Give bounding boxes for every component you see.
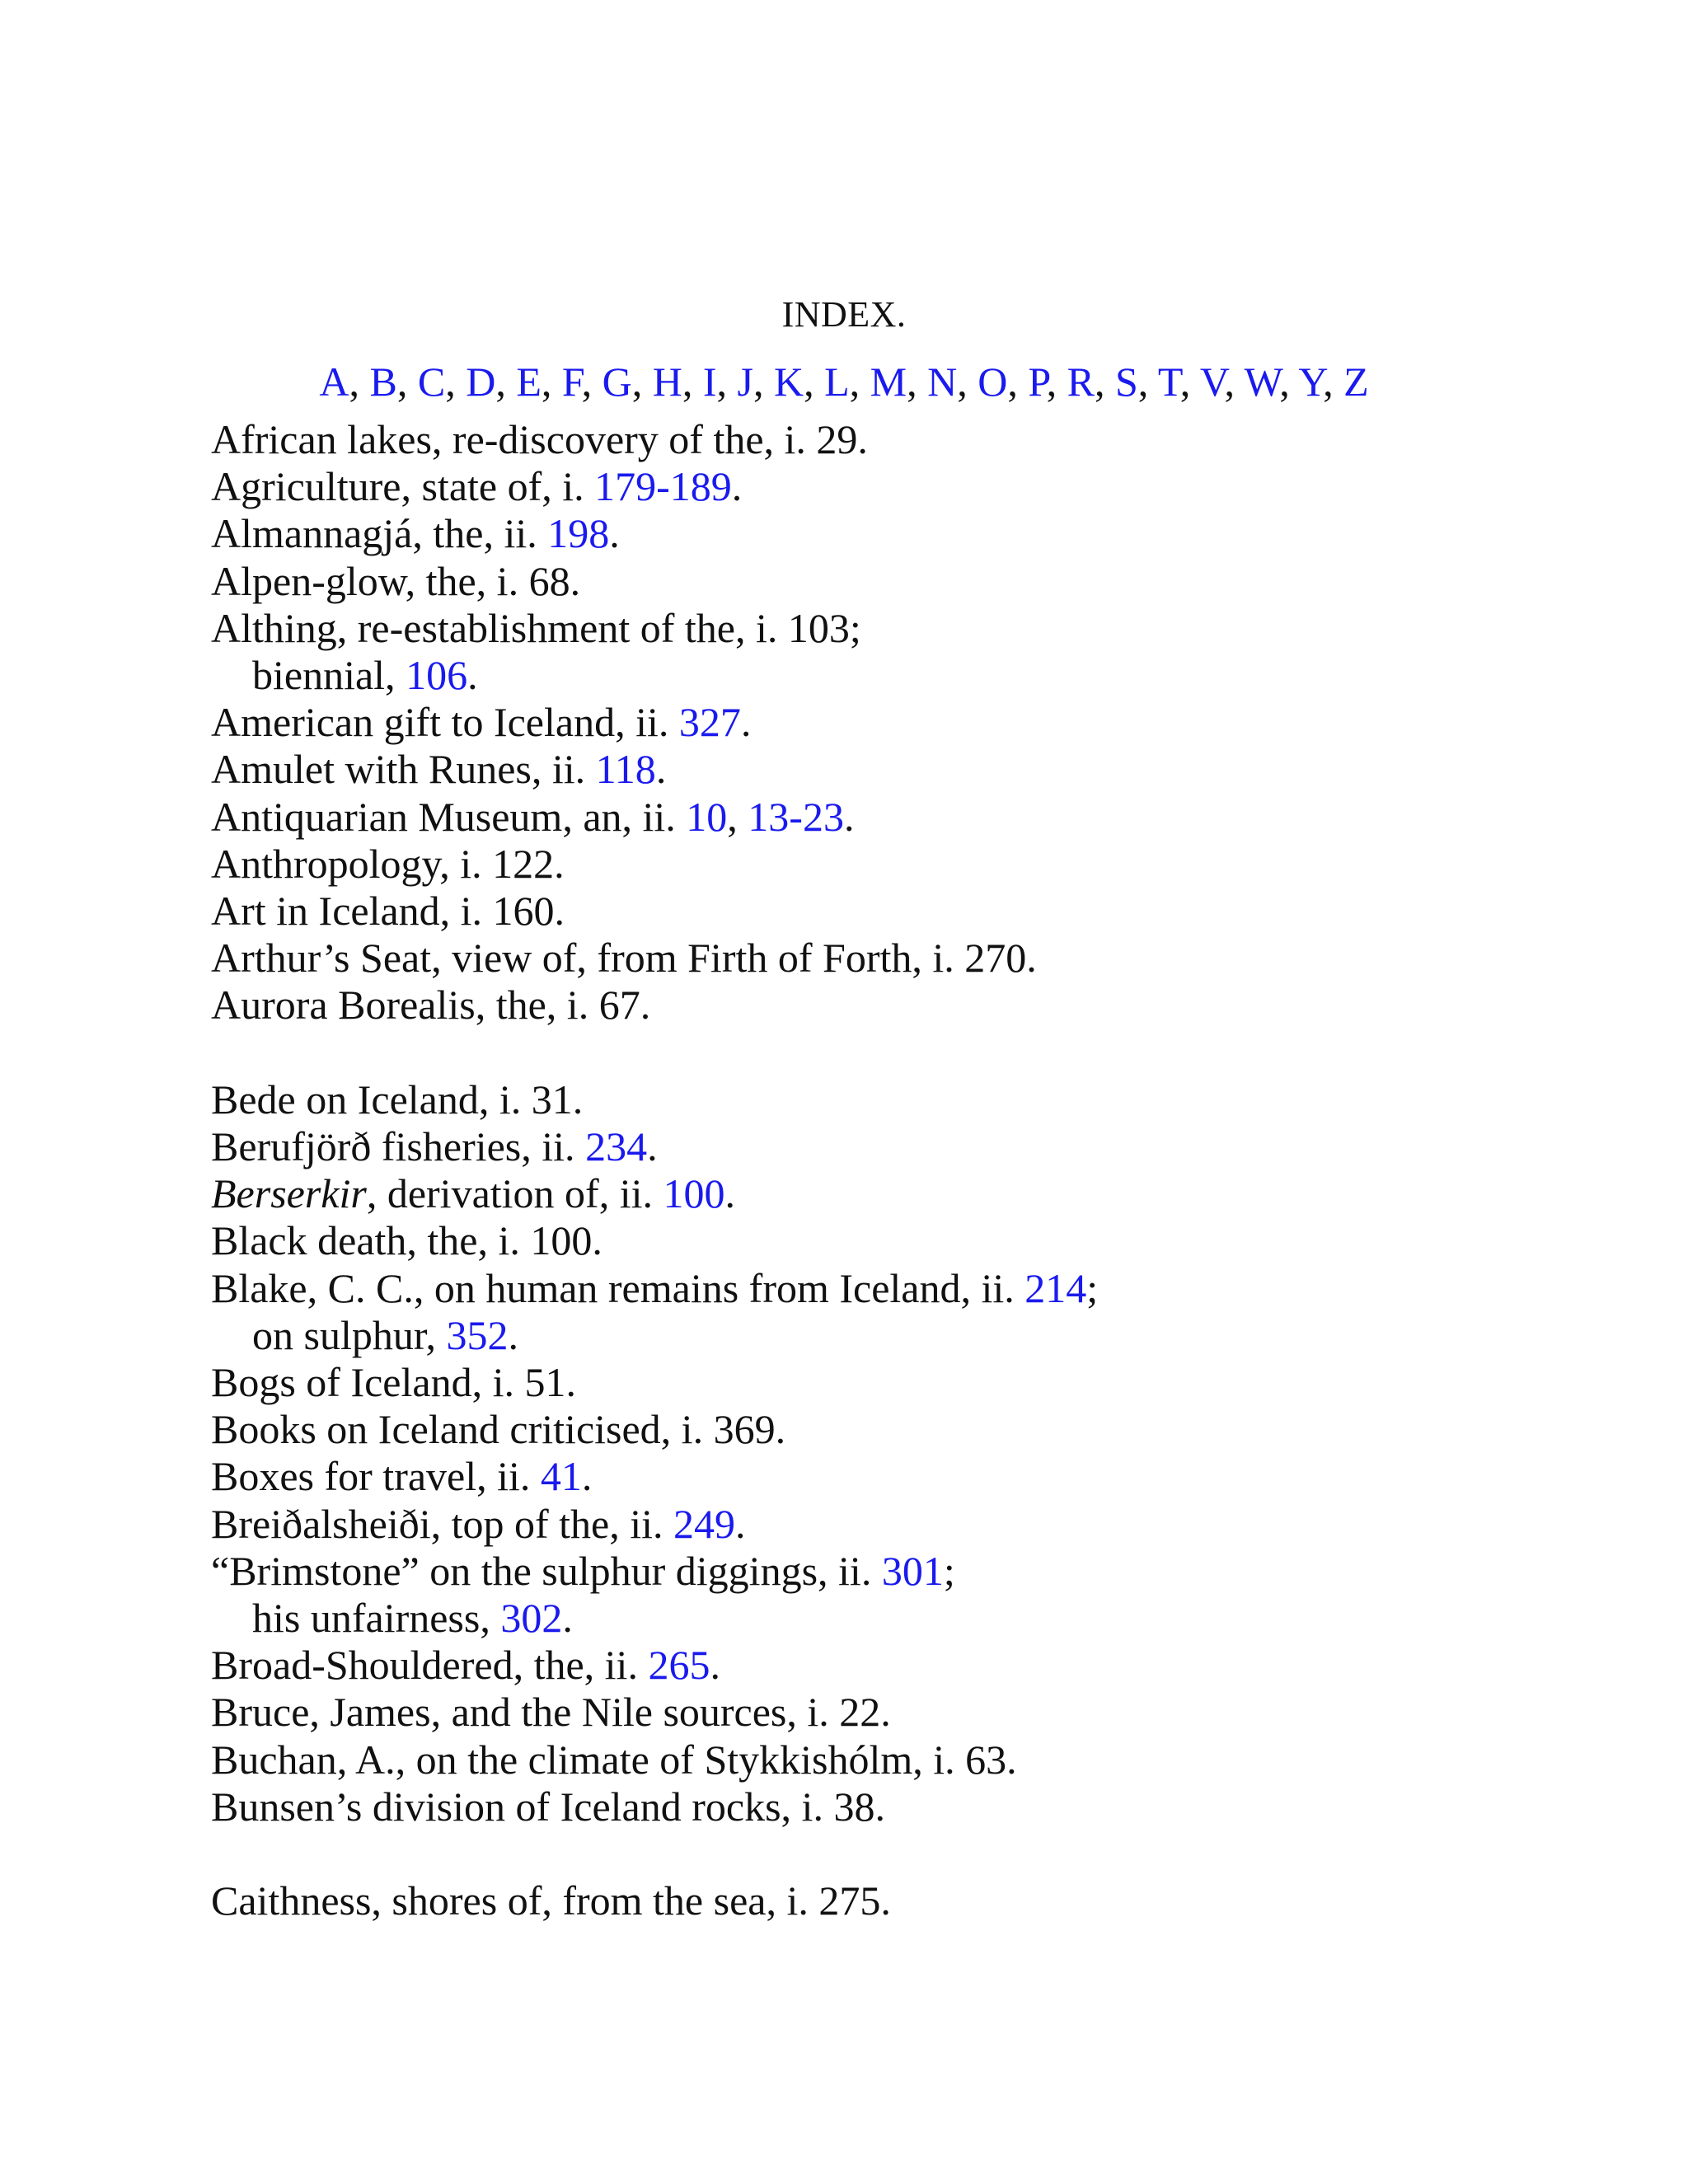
page-title: INDEX. <box>781 294 907 335</box>
letter-link-e[interactable]: E <box>516 359 542 405</box>
letter-link-g[interactable]: G <box>602 359 632 405</box>
page-link[interactable]: 198 <box>547 510 610 557</box>
index-entry: Boxes for travel, ii. 41. <box>211 1453 593 1500</box>
section-gap <box>211 1830 1612 1877</box>
page-link[interactable]: 106 <box>406 652 468 699</box>
letter-link-l[interactable]: L <box>824 359 850 405</box>
letter-navigation: A, B, C, D, E, F, G, H, I, J, K, L, M, N, O, P, R, S, T, V, W, Y, Z <box>319 359 1369 405</box>
index-entry: Broad-Shouldered, the, ii. 265. <box>211 1642 720 1689</box>
index-entry: American gift to Iceland, ii. 327. <box>211 699 752 746</box>
index-entry: Agriculture, state of, i. 179-189. <box>211 463 743 510</box>
page-link[interactable]: 327 <box>678 699 741 746</box>
page-link[interactable]: 41 <box>540 1453 582 1500</box>
letter-link-v[interactable]: V <box>1199 359 1225 405</box>
letter-link-z[interactable]: Z <box>1343 359 1369 405</box>
letter-link-k[interactable]: K <box>774 359 804 405</box>
page-link[interactable]: 214 <box>1025 1264 1087 1311</box>
index-entry: Anthropology, i. 122. <box>211 840 565 887</box>
index-entry: Bruce, James, and the Nile sources, i. 22. <box>211 1689 891 1736</box>
index-entry: Caithness, shores of, from the sea, i. 275. <box>211 1877 891 1924</box>
index-entry: African lakes, re-discovery of the, i. 29. <box>211 416 868 462</box>
letter-link-m[interactable]: M <box>870 359 907 405</box>
index-entry: Almannagjá, the, ii. 198. <box>211 510 620 557</box>
page-link[interactable]: 100 <box>663 1170 725 1217</box>
page-link[interactable]: 352 <box>446 1311 509 1358</box>
letter-link-p[interactable]: P <box>1028 359 1047 405</box>
letter-link-o[interactable]: O <box>978 359 1008 405</box>
letter-link-d[interactable]: D <box>466 359 496 405</box>
index-entry: Berserkir, derivation of, ii. 100. <box>211 1170 735 1217</box>
index-entry: Arthur’s Seat, view of, from Firth of Forth, i. 270. <box>211 935 1037 982</box>
letter-link-c[interactable]: C <box>417 359 446 405</box>
page-link[interactable]: 302 <box>500 1595 563 1642</box>
letter-link-j[interactable]: J <box>737 359 754 405</box>
page-link[interactable]: 234 <box>585 1123 648 1170</box>
index-entry: Buchan, A., on the climate of Stykkishólm, i. 63. <box>211 1736 1017 1783</box>
letter-link-b[interactable]: B <box>369 359 397 405</box>
index-entry: “Brimstone” on the sulphur diggings, ii. 301; <box>211 1547 955 1594</box>
page-link[interactable]: 179-189 <box>594 463 732 510</box>
letter-link-i[interactable]: I <box>702 359 717 405</box>
index-entry: Breiðalsheiði, top of the, ii. 249. <box>211 1500 746 1547</box>
index-subentry: his unfairness, 302. <box>252 1595 573 1642</box>
index-entry: Bogs of Iceland, i. 51. <box>211 1359 576 1406</box>
index-entry: Amulet with Runes, ii. 118. <box>211 746 667 793</box>
index-entry: Aurora Borealis, the, i. 67. <box>211 982 651 1029</box>
index-entry: Black death, the, i. 100. <box>211 1217 603 1264</box>
letter-link-y[interactable]: Y <box>1298 359 1324 405</box>
page-link[interactable]: 13-23 <box>748 793 844 840</box>
page-link[interactable]: 265 <box>648 1642 710 1689</box>
index-entry: Althing, re-establishment of the, i. 103; <box>211 604 861 651</box>
page-link[interactable]: 10 <box>686 793 728 840</box>
letter-link-t[interactable]: T <box>1157 359 1180 405</box>
index-entry: Art in Iceland, i. 160. <box>211 888 565 935</box>
index-entry: Bede on Iceland, i. 31. <box>211 1076 584 1122</box>
index-entry: Bunsen’s division of Iceland rocks, i. 38. <box>211 1783 885 1830</box>
letter-link-s[interactable]: S <box>1114 359 1138 405</box>
index-subentry: on sulphur, 352. <box>252 1311 518 1358</box>
section-gap <box>211 1029 1612 1076</box>
index-list <box>211 416 1612 1924</box>
letter-link-n[interactable]: N <box>927 359 958 405</box>
index-entry: Alpen-glow, the, i. 68. <box>211 557 581 604</box>
letter-link-a[interactable]: A <box>319 359 349 405</box>
page-link[interactable]: 301 <box>881 1547 944 1594</box>
letter-link-h[interactable]: H <box>652 359 682 405</box>
index-entry: Berufjörð fisheries, ii. 234. <box>211 1123 658 1170</box>
letter-link-f[interactable]: F <box>561 359 582 405</box>
letter-link-w[interactable]: W <box>1244 359 1280 405</box>
page-link[interactable]: 249 <box>673 1500 736 1547</box>
index-entry: Books on Iceland criticised, i. 369. <box>211 1406 786 1453</box>
index-subentry: biennial, 106. <box>252 652 478 699</box>
page-link[interactable]: 118 <box>595 746 656 793</box>
index-entry: Blake, C. C., on human remains from Iceland, ii. 214; <box>211 1264 1099 1311</box>
index-entry: Antiquarian Museum, an, ii. 10, 13-23. <box>211 793 855 840</box>
letter-link-r[interactable]: R <box>1067 359 1095 405</box>
